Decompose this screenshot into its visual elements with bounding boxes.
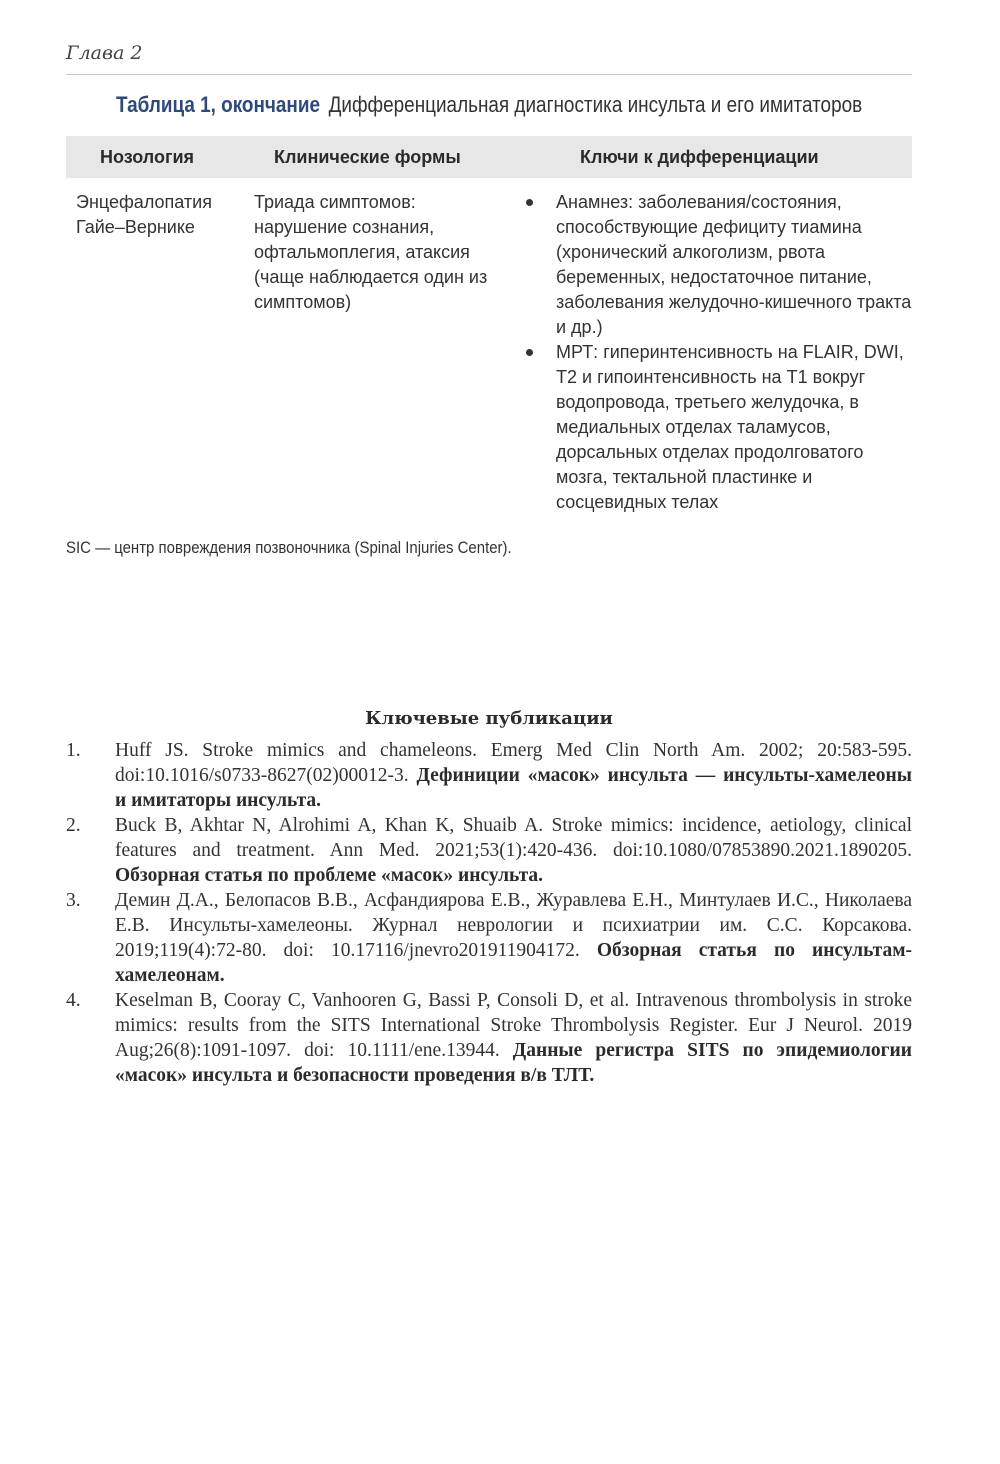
reference-annotation: Данные регистра SITS по эпидемиологии «масок» инсульта и безопасности проведения в/в ТЛТ. xyxy=(115,1040,913,1086)
list-item xyxy=(526,190,912,340)
reference-annotation: Обзорная статья по проблеме «масок» инсульта. xyxy=(115,865,544,886)
reference-annotation: Дефиниции «масок» инсульта — инсульты-хамелеоны и имитаторы инсульта. xyxy=(115,765,912,811)
header-divider xyxy=(66,74,912,75)
table-footnote: SIC — центр повреждения позвоночника (Spinal Injuries Center). xyxy=(66,538,512,557)
reference-annotation: Обзорная статья по инсультам-хамелеонам. xyxy=(115,940,913,986)
publications-heading: Ключевые публикации xyxy=(365,708,613,729)
reference-citation: Huff JS. Stroke mimics and chameleons. Emerg Med Clin North Am. 2002; 20:583-595. doi:10.1016/s0733-8627(02)00012-3. xyxy=(115,740,912,786)
cell-clinical-forms: Триада симптомов: нарушение сознания, офтальмоплегия, атаксия (чаще наблюдается один из симптомов) xyxy=(254,192,488,312)
running-head: Глава 2 xyxy=(66,42,143,64)
reference-number: 4. xyxy=(66,990,81,1011)
list-item xyxy=(526,340,912,515)
reference-number: 2. xyxy=(66,815,81,836)
reference-number: 1. xyxy=(66,740,81,761)
key-text: Анамнез: заболевания/состояния, способствующие дефициту тиамина (хронический алкоголизм, рвота беременных, недостаточное питание, заболевания желудочно-кишечного тракта и др.) xyxy=(556,192,912,337)
reference-number: 3. xyxy=(66,890,81,911)
bullet-icon xyxy=(526,349,533,356)
cell-nosology: Энцефалопатия Гайе–Вернике xyxy=(76,192,212,237)
key-text: МРТ: гиперинтенсивность на FLAIR, DWI, T2 и гипоинтенсивность на T1 вокруг водопровода, третьего желудочка, в медиальных отделах таламусов, дорсальных отделах продолговатого мозга, тектальной пластинке и сосцевидных телах xyxy=(556,342,904,512)
header-nosology: Нозология xyxy=(100,147,195,167)
reference-citation: Демин Д.А., Белопасов В.В., Асфандиярова Е.В., Журавлева Е.Н., Минтулаев И.С., Николаева Е.В. Инсульты-хамелеоны. Журнал неврологии и психиатрии им. С.С. Корсакова. 2019;119(4):72-80. doi: 10.17116/jnevro201911904172. xyxy=(115,890,912,961)
reference-citation: Keselman B, Cooray C, Vanhooren G, Bassi P, Consoli D, et al. Intravenous thrombolysis in stroke mimics: results from the SITS International Stroke Thrombolysis Register. Eur J Neurol. 2019 Aug;26(8):1091-1097. doi: 10.1111/ene.13944. xyxy=(115,990,912,1061)
header-differentiation-keys: Ключи к дифференциации xyxy=(580,147,819,167)
bullet-icon xyxy=(526,199,533,206)
keys-list xyxy=(526,190,912,515)
reference-item xyxy=(66,738,912,813)
table-caption-title: Дифференциальная диагностика инсульта и его имитаторов xyxy=(328,92,863,117)
reference-citation: Buck B, Akhtar N, Alrohimi A, Khan K, Shuaib A. Stroke mimics: incidence, aetiology, clinical features and treatment. Ann Med. 2021;53(1):420-436. doi:10.1080/07853890.2021.1890205. xyxy=(115,815,912,861)
reference-item xyxy=(66,888,912,988)
cell-differentiation-keys xyxy=(526,190,912,515)
table-header-row xyxy=(66,136,912,178)
table-caption xyxy=(116,92,862,118)
header-clinical-forms: Клинические формы xyxy=(274,147,461,167)
reference-item xyxy=(66,988,912,1088)
reference-list xyxy=(66,738,912,1088)
table-caption-label: Таблица 1, окончание xyxy=(116,92,321,117)
reference-item xyxy=(66,813,912,888)
